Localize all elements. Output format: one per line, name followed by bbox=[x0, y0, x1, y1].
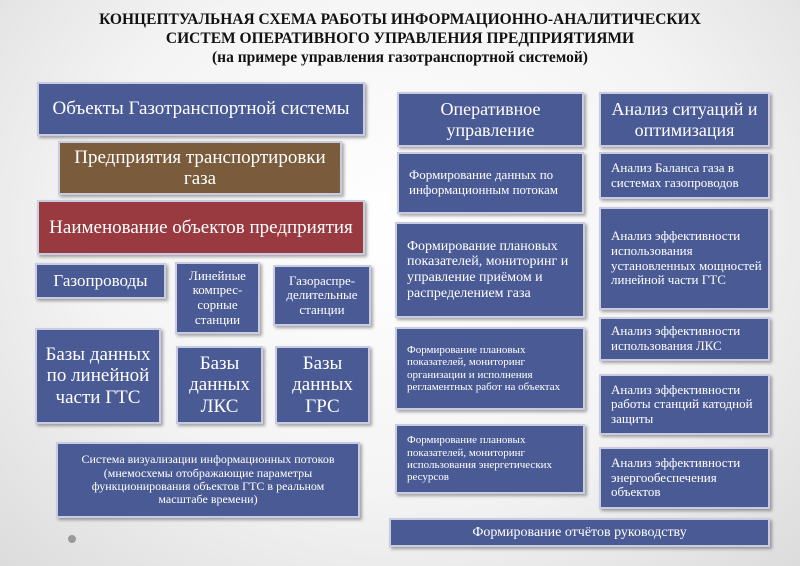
db-lks-label: Базы данных ЛКС bbox=[189, 353, 250, 417]
analysis-header-box bbox=[599, 92, 770, 147]
analysis-item-5-label: Анализ эффективности энергообеспечения объектов bbox=[611, 455, 741, 500]
objects-name-box bbox=[37, 200, 365, 255]
analysis-item-1-label: Анализ Баланса газа в системах газопроводов bbox=[611, 159, 739, 190]
compressor-stations-box bbox=[175, 262, 260, 334]
operative-item-2-label: Формирование плановых показателей, мониторинг и управление приёмом и распределением газа bbox=[407, 238, 569, 301]
title-line-1: КОНЦЕПТУАЛЬНАЯ СХЕМА РАБОТЫ ИНФОРМАЦИОННО-АНАЛИТИЧЕСКИХ bbox=[99, 11, 701, 28]
analysis-header-label: Анализ ситуаций и оптимизация bbox=[611, 99, 758, 140]
title-line-2: СИСТЕМ ОПЕРАТИВНОГО УПРАВЛЕНИЯ ПРЕДПРИЯТИЯМИ bbox=[165, 30, 635, 47]
pipelines-box bbox=[35, 263, 166, 299]
analysis-item-3 bbox=[599, 317, 770, 361]
objects-name-label: Наименование объектов предприятия bbox=[49, 216, 353, 238]
analysis-item-4 bbox=[599, 374, 770, 435]
operative-item-1 bbox=[397, 152, 584, 214]
operative-header-box bbox=[397, 92, 584, 147]
analysis-item-4-label: Анализ эффективности работы станций катодной защиты bbox=[611, 381, 753, 426]
operative-item-1-label: Формирование данных по информационным потокам bbox=[409, 167, 558, 197]
analysis-item-2 bbox=[599, 207, 770, 310]
enterprises-box bbox=[58, 141, 342, 195]
diagram-title bbox=[30, 10, 770, 67]
reports-label: Формирование отчётов руководству bbox=[472, 524, 687, 540]
objects-gts-label: Объекты Газотранспортной системы bbox=[52, 98, 350, 120]
analysis-item-1 bbox=[599, 152, 770, 199]
db-grs-label: Базы данных ГРС bbox=[292, 353, 353, 417]
pipelines-label: Газопроводы bbox=[53, 271, 148, 291]
reports-box bbox=[389, 518, 770, 547]
operative-item-4 bbox=[395, 424, 585, 494]
operative-item-4-label: Формирование плановых показателей, мониторинг использования энергетических ресурсов bbox=[407, 434, 553, 484]
enterprises-label: Предприятия транспортировки газа bbox=[74, 146, 326, 189]
db-linear-label: Базы данных по линейной части ГТС bbox=[45, 344, 151, 408]
objects-gts-box bbox=[37, 82, 365, 136]
operative-item-3 bbox=[395, 327, 585, 410]
visualization-box bbox=[56, 442, 360, 518]
analysis-item-5 bbox=[599, 447, 770, 509]
compressor-stations-label: Линейные компрес-сорные станции bbox=[189, 267, 246, 327]
db-grs-box bbox=[275, 346, 370, 424]
distribution-stations-box bbox=[273, 265, 371, 326]
analysis-item-3-label: Анализ эффективности использования ЛКС bbox=[611, 323, 741, 353]
distribution-stations-label: Газораспре-делительные станции bbox=[286, 272, 358, 317]
title-line-3: (на примере управления газотранспортной системой) bbox=[212, 49, 588, 66]
visualization-label: Система визуализации информационных потоков (мнемосхемы отображающие параметры функционирования объектов ГТС в реальном масштабе времени) bbox=[81, 452, 335, 507]
operative-item-3-label: Формирование плановых показателей, мониторинг организации и исполнения регламентных работ на объектах bbox=[407, 343, 561, 393]
operative-item-2 bbox=[395, 222, 585, 318]
slide-bullet bbox=[68, 535, 76, 543]
db-linear-box bbox=[35, 328, 161, 424]
operative-header-label: Оперативное управление bbox=[440, 99, 541, 140]
db-lks-box bbox=[176, 346, 263, 424]
analysis-item-2-label: Анализ эффективности использования установленных мощностей линейной части ГТС bbox=[611, 228, 762, 288]
